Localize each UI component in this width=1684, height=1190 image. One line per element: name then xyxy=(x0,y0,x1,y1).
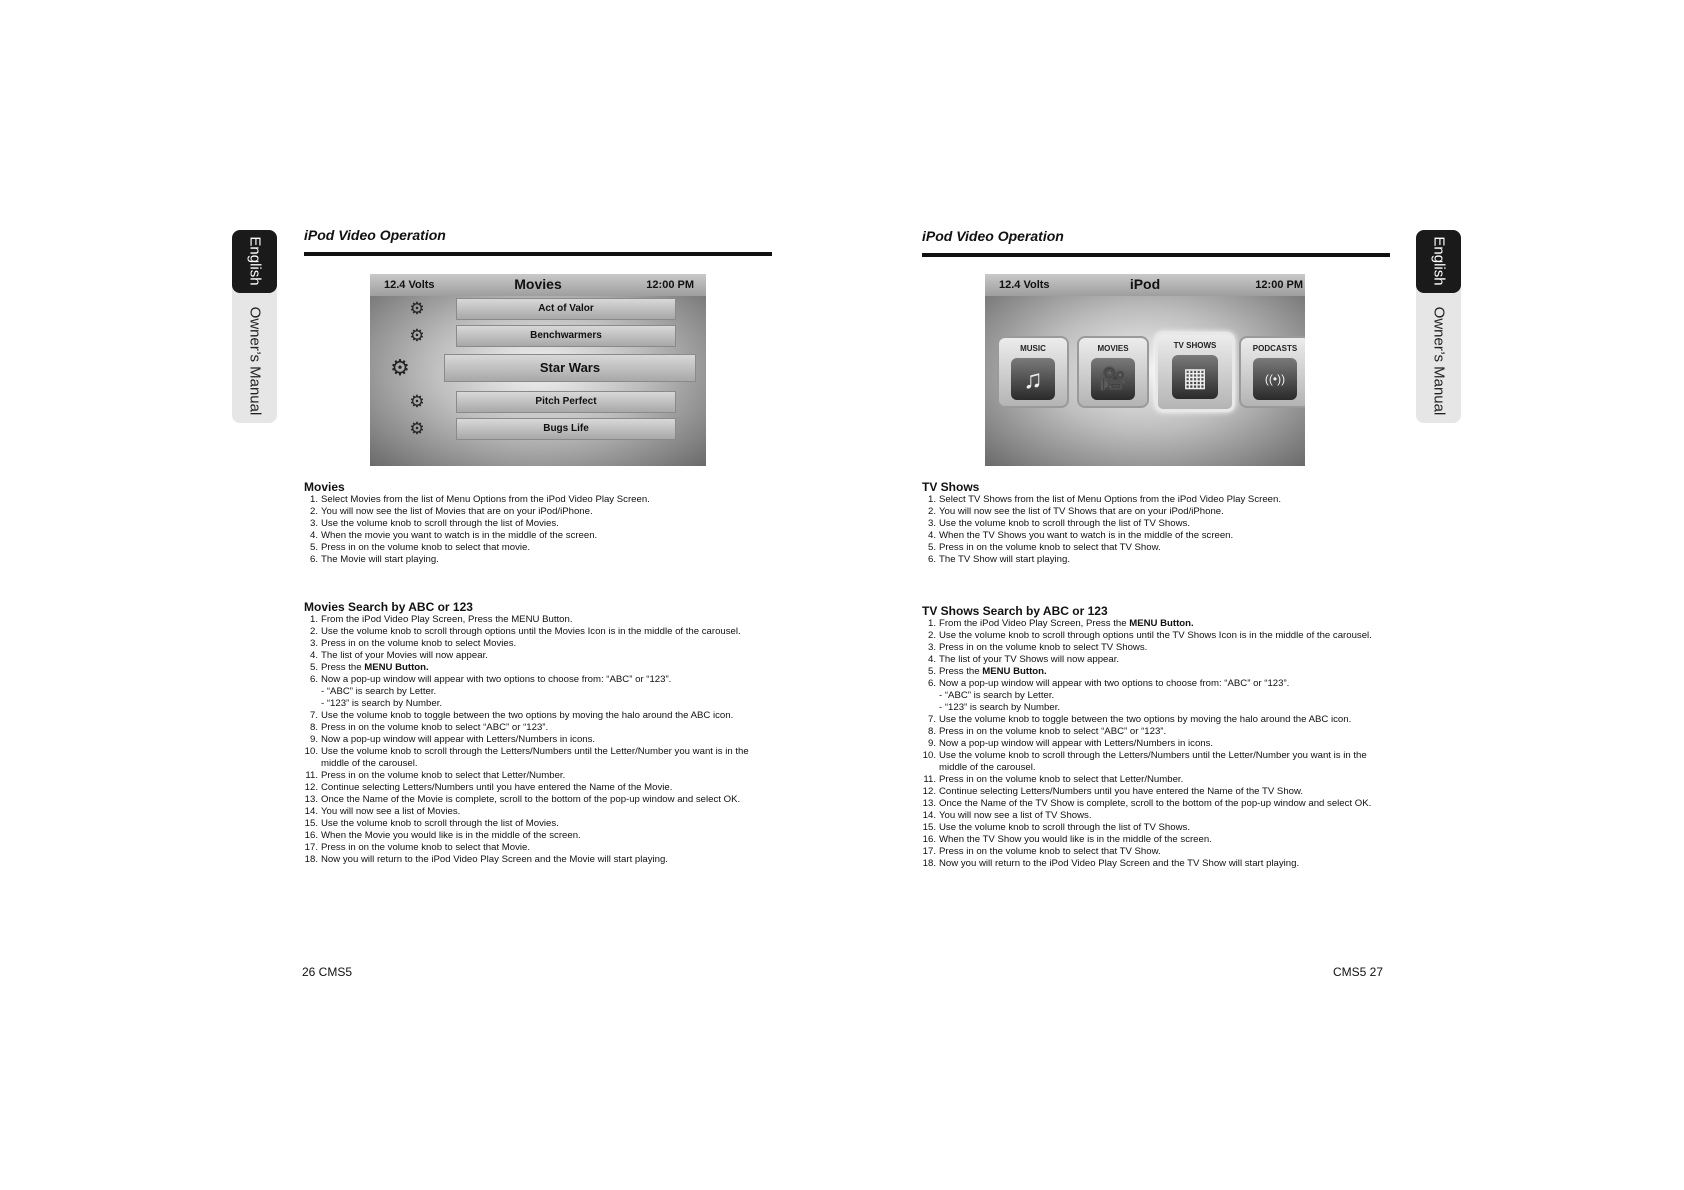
movies-steps xyxy=(304,494,784,566)
movie-camera-icon: 🎥 xyxy=(1091,358,1135,400)
step-item: 4. The list of your Movies will now appear. xyxy=(309,650,488,661)
step-item: 1. Select TV Shows from the list of Menu Options from the iPod Video Play Screen. xyxy=(927,494,1281,505)
step-item: 3. Press in on the volume knob to select TV Shows. xyxy=(927,642,1148,653)
step-item: 15. Use the volume knob to scroll through the list of Movies. xyxy=(304,818,559,829)
step-item: 5. Press the MENU Button. xyxy=(309,662,429,673)
step-item: 16. When the Movie you would like is in the middle of the screen. xyxy=(304,830,581,841)
step-item: 1. From the iPod Video Play Screen, Press the MENU Button. xyxy=(309,614,573,625)
step-continuation: middle of the carousel. xyxy=(321,758,418,769)
movie-item[interactable]: Pitch Perfect xyxy=(456,391,676,413)
screen-status-bar xyxy=(985,274,1305,296)
tv-shows-tile[interactable] xyxy=(1155,332,1235,412)
page-footer: 26 CMS5 xyxy=(302,965,353,979)
english-tab xyxy=(1416,230,1461,293)
step-item: 4. When the movie you want to watch is in the middle of the screen. xyxy=(309,530,598,541)
movie-item[interactable]: Act of Valor xyxy=(456,298,676,320)
step-item: 1. From the iPod Video Play Screen, Press the MENU Button. xyxy=(927,618,1194,629)
step-subitem: - “123” is search by Number. xyxy=(939,702,1061,713)
step-subitem: - “ABC” is search by Letter. xyxy=(321,686,437,697)
step-item: 7. Use the volume knob to toggle between the two options by moving the halo around the ABC icon. xyxy=(927,714,1352,725)
side-tab xyxy=(1416,230,1461,423)
step-subitem: - “123” is search by Number. xyxy=(321,698,443,709)
film-reel-icon: ⚙ xyxy=(409,299,425,318)
tile-label: MOVIES xyxy=(1097,344,1129,353)
step-item: 12. Continue selecting Letters/Numbers until you have entered the Name of the Movie. xyxy=(304,782,673,793)
podcasts-tile[interactable] xyxy=(1239,336,1305,408)
film-reel-icon: ⚙ xyxy=(390,355,410,380)
step-item: 6. The Movie will start playing. xyxy=(309,554,439,565)
step-item: 6. Now a pop-up window will appear with two options to choose from: “ABC” or “123”. xyxy=(309,674,672,685)
step-continuation: middle of the carousel. xyxy=(939,762,1036,773)
side-tab xyxy=(232,230,277,423)
step-item: 4. When the TV Shows you want to watch is in the middle of the screen. xyxy=(927,530,1234,541)
step-item: 15. Use the volume knob to scroll through the list of TV Shows. xyxy=(922,822,1190,833)
movies-search-steps xyxy=(304,614,784,866)
tv-shows-steps xyxy=(922,494,1402,566)
music-tile[interactable] xyxy=(997,336,1069,408)
clock: 12:00 PM xyxy=(646,279,694,291)
step-item: 2. Use the volume knob to scroll through options until the Movies Icon is in the middle of the carousel. xyxy=(309,626,741,637)
music-note-icon: ♫ xyxy=(1011,358,1055,400)
film-reel-icon: ⚙ xyxy=(409,419,425,438)
step-item: 9. Now a pop-up window will appear with Letters/Numbers in icons. xyxy=(309,734,596,745)
step-item: 16. When the TV Show you would like is in the middle of the screen. xyxy=(922,834,1212,845)
owners-manual-tab xyxy=(232,286,277,423)
tile-label: TV SHOWS xyxy=(1173,341,1217,350)
step-item: 17. Press in on the volume knob to select that TV Show. xyxy=(922,846,1161,857)
step-subitem: - “ABC” is search by Letter. xyxy=(939,690,1055,701)
ipod-menu-screen xyxy=(985,274,1305,466)
tv-shows-search-steps xyxy=(922,618,1402,870)
step-item: 6. Now a pop-up window will appear with two options to choose from: “ABC” or “123”. xyxy=(927,678,1290,689)
step-item: 14. You will now see a list of TV Shows. xyxy=(922,810,1092,821)
page-footer: CMS5 27 xyxy=(1333,965,1384,979)
step-item: 5. Press in on the volume knob to select that TV Show. xyxy=(927,542,1161,553)
step-item: 3. Use the volume knob to scroll through the list of TV Shows. xyxy=(927,518,1190,529)
movies-screen xyxy=(370,274,706,466)
step-item: 8. Press in on the volume knob to select “ABC” or “123”. xyxy=(927,726,1167,737)
title-rule xyxy=(922,253,1390,257)
step-item: 11. Press in on the volume knob to select that Letter/Number. xyxy=(923,774,1184,785)
section-title: iPod Video Operation xyxy=(304,227,446,243)
movie-item[interactable]: Bugs Life xyxy=(456,418,676,440)
step-item: 5. Press the MENU Button. xyxy=(927,666,1047,677)
screen-status-bar xyxy=(370,274,706,296)
screen-title: Movies xyxy=(514,276,562,292)
owners-manual-tab xyxy=(1416,286,1461,423)
step-item: 10. Use the volume knob to scroll through the Letters/Numbers until the Letter/Number you want is in the xyxy=(922,750,1367,761)
step-item: 8. Press in on the volume knob to select “ABC” or “123”. xyxy=(309,722,549,733)
screen-title: iPod xyxy=(1129,276,1161,292)
clock: 12:00 PM xyxy=(1255,279,1303,291)
english-label: English xyxy=(246,236,263,286)
title-rule xyxy=(304,252,772,256)
volts-readout: 12.4 Volts xyxy=(384,279,435,291)
movie-item-selected[interactable]: Star Wars xyxy=(444,354,696,382)
step-item: 3. Use the volume knob to scroll through the list of Movies. xyxy=(309,518,559,529)
step-item: 18. Now you will return to the iPod Video Play Screen and the Movie will start playing. xyxy=(304,854,668,865)
step-item: 2. You will now see the list of Movies that are on your iPod/iPhone. xyxy=(309,506,593,517)
step-item: 14. You will now see a list of Movies. xyxy=(304,806,461,817)
movie-item[interactable]: Benchwarmers xyxy=(456,325,676,347)
step-item: 6. The TV Show will start playing. xyxy=(927,554,1070,565)
podcast-icon: ((•)) xyxy=(1253,358,1297,400)
movies-tile[interactable] xyxy=(1077,336,1149,408)
step-item: 13. Once the Name of the TV Show is complete, scroll to the bottom of the pop-up window and select OK. xyxy=(922,798,1372,809)
tile-label: MUSIC xyxy=(1020,344,1046,353)
volts-readout: 12.4 Volts xyxy=(999,279,1050,291)
step-item: 18. Now you will return to the iPod Video Play Screen and the TV Show will start playing. xyxy=(922,858,1300,869)
owners-manual-label: Owner’s Manual xyxy=(1430,306,1447,416)
english-label: English xyxy=(1430,236,1447,286)
step-item: 10. Use the volume knob to scroll through the Letters/Numbers until the Letter/Number you want is in the xyxy=(304,746,749,757)
tv-icon: ▦ xyxy=(1172,355,1218,399)
step-item: 5. Press in on the volume knob to select that movie. xyxy=(309,542,531,553)
step-item: 13. Once the Name of the Movie is complete, scroll to the bottom of the pop-up window and select OK. xyxy=(304,794,741,805)
owners-manual-label: Owner’s Manual xyxy=(246,306,263,416)
section-title: iPod Video Operation xyxy=(922,228,1064,244)
step-item: 11. Press in on the volume knob to select that Letter/Number. xyxy=(305,770,566,781)
step-item: 12. Continue selecting Letters/Numbers until you have entered the Name of the TV Show. xyxy=(922,786,1304,797)
step-item: 1. Select Movies from the list of Menu Options from the iPod Video Play Screen. xyxy=(309,494,650,505)
tv-shows-heading: TV Shows xyxy=(922,480,980,494)
film-reel-icon: ⚙ xyxy=(409,326,425,345)
step-item: 7. Use the volume knob to toggle between the two options by moving the halo around the ABC icon. xyxy=(309,710,734,721)
movies-search-heading: Movies Search by ABC or 123 xyxy=(304,600,473,614)
step-item: 2. Use the volume knob to scroll through options until the TV Shows Icon is in the middle of the carousel. xyxy=(927,630,1372,641)
movies-heading: Movies xyxy=(304,480,345,494)
tile-label: PODCASTS xyxy=(1252,344,1298,353)
step-item: 9. Now a pop-up window will appear with Letters/Numbers in icons. xyxy=(927,738,1214,749)
step-item: 3. Press in on the volume knob to select Movies. xyxy=(309,638,517,649)
film-reel-icon: ⚙ xyxy=(409,392,425,411)
step-item: 2. You will now see the list of TV Shows that are on your iPod/iPhone. xyxy=(927,506,1224,517)
step-item: 17. Press in on the volume knob to select that Movie. xyxy=(304,842,531,853)
right-page xyxy=(842,0,1684,1190)
english-tab xyxy=(232,230,277,293)
step-item: 4. The list of your TV Shows will now appear. xyxy=(927,654,1120,665)
tv-shows-search-heading: TV Shows Search by ABC or 123 xyxy=(922,604,1108,618)
